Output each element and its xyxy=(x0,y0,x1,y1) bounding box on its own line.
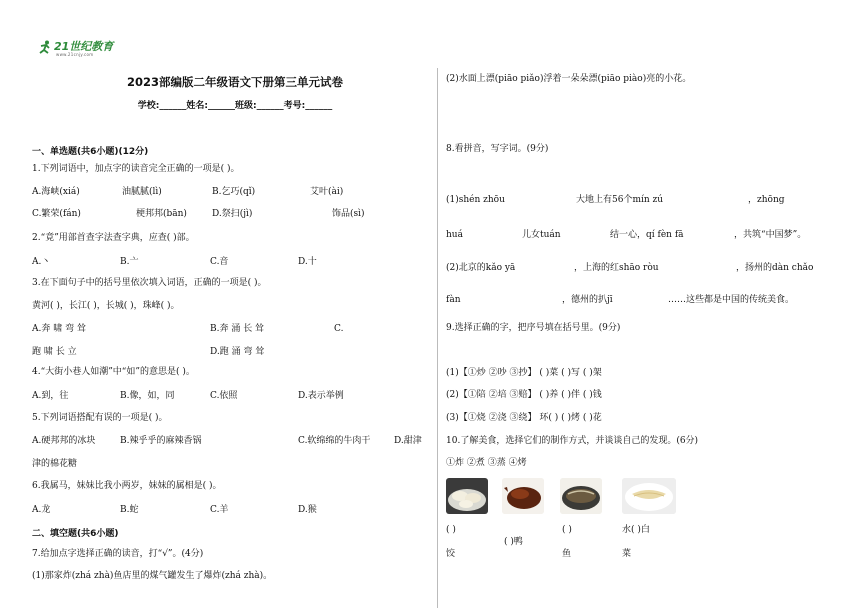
question-1: 1.下列词语中，加点字的读音完全正确的一项是( )。 xyxy=(32,164,240,174)
q1-option-b: B.乞巧(qǐ) xyxy=(212,187,256,197)
q4-option-b: B.像，如，同 xyxy=(120,391,175,401)
q8-line3-b: ，上海的红shāo ròu xyxy=(574,263,659,273)
q4-option-d: D.表示举例 xyxy=(298,391,344,401)
q8-line3-c: ，扬州的dàn chǎo xyxy=(736,263,814,273)
question-3: 3.在下面句子中的括号里依次填入词语，正确的一项是( )。 xyxy=(32,278,267,288)
q9-item-2: (2)【①陪 ②培 ③赔】 ( )养 ( )伴 ( )钱 xyxy=(446,390,602,400)
q8-line1-c: ，zhōng xyxy=(748,195,785,205)
q2-option-c: C.音 xyxy=(210,257,229,267)
q5-option-a: A.硬邦邦的冰块 xyxy=(32,436,96,446)
q1-option-b-word2: 艾叶(ài) xyxy=(310,187,344,197)
q1-option-a-word2: 油腻腻(lì) xyxy=(122,187,162,197)
q6-option-d: D.猴 xyxy=(298,505,317,515)
q8-line4-a: fàn xyxy=(446,295,461,305)
q1-option-a: A.海峡(xiá) xyxy=(32,187,80,197)
question-9: 9.选择正确的字，把序号填在括号里。(9分) xyxy=(446,323,621,333)
q10-options: ①炸 ②煮 ③蒸 ④烤 xyxy=(446,458,527,468)
q1-option-d-word2: 饰品(sì) xyxy=(332,209,365,219)
q10-answer-2: ( )鸭 xyxy=(504,537,523,547)
q5-option-c: C.软绵绵的牛肉干 xyxy=(298,436,371,446)
q3-option-d: D.跑 涌 弯 耸 xyxy=(210,347,265,357)
q6-option-b: B.蛇 xyxy=(120,505,139,515)
q10-label-dumplings: 饺 xyxy=(446,549,456,559)
publisher-logo xyxy=(38,38,118,60)
q7-item-2: (2)水面上漂(piāo piǎo)浮着一朵朵漂(piāo piào)亮的小花。 xyxy=(446,74,692,84)
q5-option-d-cont: 津的棉花糖 xyxy=(32,459,78,469)
student-info-line: 学校:______姓名:______班级:______考号:______ xyxy=(137,101,333,111)
q6-option-a: A.龙 xyxy=(32,505,51,515)
question-2: 2.“竟”用部首查字法查字典，应查( )部。 xyxy=(32,233,195,243)
q8-line3-a: (2)北京的kǎo yā xyxy=(446,263,516,273)
q9-item-3: (3)【①烧 ②浇 ③绕】 环( ) ( )烤 ( )花 xyxy=(446,413,602,423)
q8-line4-b: ，德州的扒jī xyxy=(562,295,613,305)
q4-option-c: C.依照 xyxy=(210,391,238,401)
q1-option-c-word2: 梗邦邦(bān) xyxy=(136,209,187,219)
q10-answer-1: ( ) xyxy=(446,525,456,535)
section-heading-single-choice: 一、单选题(共6小题)(12分) xyxy=(32,147,149,157)
q2-option-a: A.丶 xyxy=(32,257,51,267)
q10-answer-4: 水( )白 xyxy=(622,525,650,535)
q2-option-d: D.十 xyxy=(298,257,317,267)
q3-option-b: B.奔 涌 长 耸 xyxy=(210,324,265,334)
logo-text: 21世纪教育 xyxy=(54,40,114,53)
boiled-cabbage-image xyxy=(622,478,676,514)
q8-line1-a: (1)shén zhōu xyxy=(446,195,505,205)
steamed-fish-image xyxy=(560,478,602,514)
page-title: 2023部编版二年级语文下册第三单元试卷 xyxy=(126,75,343,89)
question-4: 4.“大街小巷人如潮”中“如”的意思是( )。 xyxy=(32,367,195,377)
q8-line2-a: huá xyxy=(446,230,463,240)
q10-label-cabbage: 菜 xyxy=(622,549,632,559)
q7-item-1: (1)那家炸(zhá zhà)鱼店里的煤气罐发生了爆炸(zhá zhà)。 xyxy=(32,571,273,581)
section-heading-fill-blank: 二、填空题(共6小题) xyxy=(32,529,119,539)
q4-option-a: A.到，往 xyxy=(32,391,69,401)
q5-option-b: B.辣乎乎的麻辣香锅 xyxy=(120,436,202,446)
q9-item-1: (1)【①炒 ②吵 ③抄】 ( )菜 ( )写 ( )架 xyxy=(446,368,602,378)
logo-url: www.21cnjy.com xyxy=(56,52,94,57)
q10-label-fish: 鱼 xyxy=(562,549,572,559)
q3-option-c-label: C. xyxy=(334,324,344,334)
q10-answer-3: ( ) xyxy=(562,525,572,535)
q1-option-c: C.繁荣(fán) xyxy=(32,209,81,219)
column-divider xyxy=(437,68,438,608)
runner-logo-icon xyxy=(38,40,52,54)
q3-option-a: A.奔 啸 弯 耸 xyxy=(32,324,86,334)
q8-line4-c: ……这些都是中国的传统美食。 xyxy=(668,295,795,305)
q8-line1-b: 大地上有56个mín zú xyxy=(576,195,664,205)
q6-option-c: C.羊 xyxy=(210,505,229,515)
q2-option-b: B.亠 xyxy=(120,257,139,267)
question-10: 10.了解美食，选择它们的制作方式，并谈谈自己的发现。(6分) xyxy=(446,436,699,446)
question-5: 5.下列词语搭配有误的一项是( )。 xyxy=(32,413,168,423)
question-8: 8.看拼音，写字词。(9分) xyxy=(446,144,549,154)
q5-option-d: D.甜津 xyxy=(394,436,422,446)
dumplings-image xyxy=(446,478,488,514)
question-6: 6.我属马，妹妹比我小两岁，妹妹的属相是( )。 xyxy=(32,481,222,491)
q3-sentence: 黄河( )，长江( )，长城( )，珠峰( )。 xyxy=(32,301,180,311)
q8-line2-b: 儿女tuán xyxy=(522,230,561,240)
q1-option-d: D.祭扫(jì) xyxy=(212,209,253,219)
question-7: 7.给加点字选择正确的读音，打“√”。(4分) xyxy=(32,549,204,559)
roast-duck-image xyxy=(502,478,544,514)
q8-line2-c: 结一心，qí fèn fā xyxy=(610,230,684,240)
q3-option-c-words: 跑 啸 长 立 xyxy=(32,347,77,357)
q8-line2-d: ，共筑“中国梦”。 xyxy=(734,230,807,240)
